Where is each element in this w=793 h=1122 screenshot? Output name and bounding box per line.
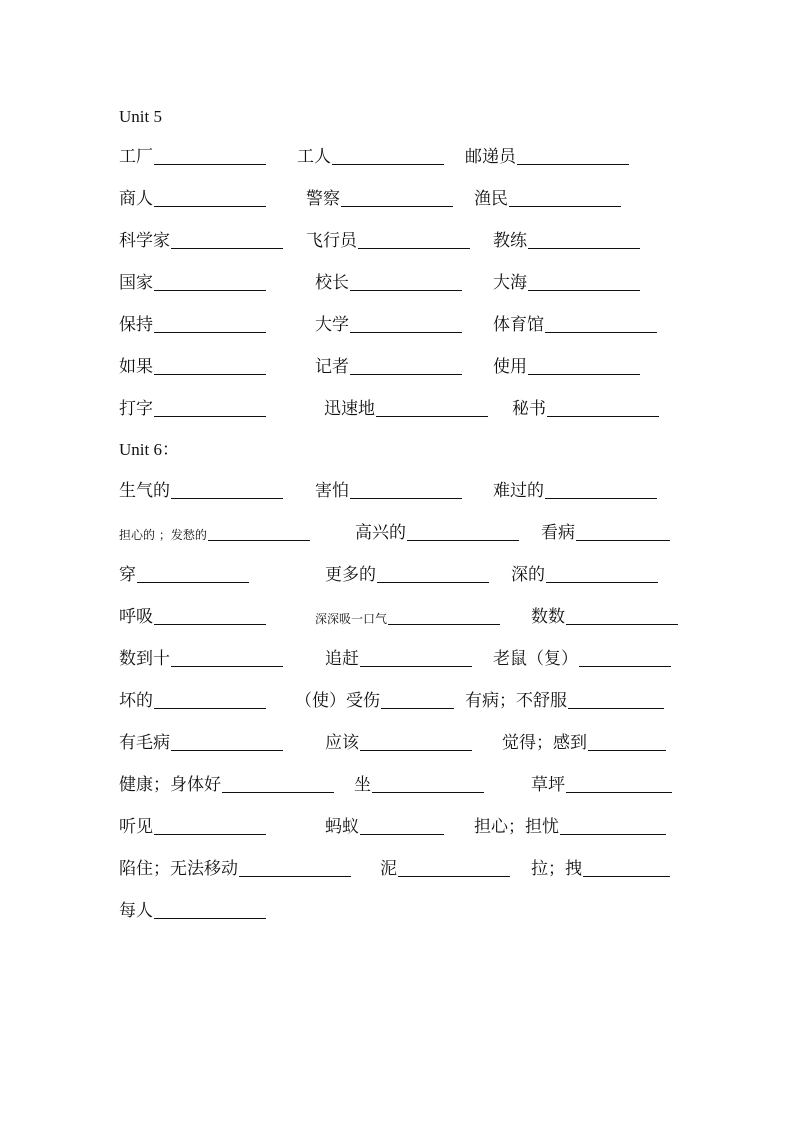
vocab-label: 保持 <box>119 315 153 335</box>
vocab-label: 深的 <box>511 565 545 585</box>
answer-blank[interactable] <box>137 564 249 583</box>
vocab-entry <box>380 855 510 879</box>
vocab-label: 坐 <box>354 775 371 795</box>
vocab-entry <box>325 645 472 669</box>
vocab-label: 数数 <box>531 607 565 627</box>
vocab-entry <box>493 477 657 501</box>
vocab-entry <box>465 143 629 167</box>
vocab-entry <box>493 269 640 293</box>
vocab-label: 呼吸 <box>119 607 153 627</box>
vocab-label: 警察 <box>306 189 340 209</box>
vocab-entry <box>474 185 621 209</box>
answer-blank[interactable] <box>350 314 462 333</box>
vocab-label: 科学家 <box>119 231 170 251</box>
vocab-label: 穿 <box>119 565 136 585</box>
vocab-entry <box>119 395 266 419</box>
vocab-label: 草坪 <box>531 775 565 795</box>
answer-blank[interactable] <box>332 146 444 165</box>
vocab-entry <box>315 353 462 377</box>
vocab-label: 追赶 <box>325 649 359 669</box>
answer-blank[interactable] <box>358 230 470 249</box>
vocab-label: 使用 <box>493 357 527 377</box>
vocab-entry <box>119 269 266 293</box>
vocab-label: 飞行员 <box>306 231 357 251</box>
vocab-entry <box>119 311 266 335</box>
answer-blank[interactable] <box>566 774 672 793</box>
answer-blank[interactable] <box>528 230 640 249</box>
vocab-entry <box>119 813 266 837</box>
vocab-entry <box>119 897 266 921</box>
vocab-entry <box>325 561 489 585</box>
vocab-label: 蚂蚁 <box>325 817 359 837</box>
vocab-label: 工人 <box>297 147 331 167</box>
answer-blank[interactable] <box>360 648 472 667</box>
answer-blank[interactable] <box>350 480 462 499</box>
vocab-label: 拉；拽 <box>531 859 582 879</box>
vocab-label: 担心；担忧 <box>474 817 559 837</box>
vocab-label: 深深吸一口气 <box>315 612 388 626</box>
vocab-label: 觉得；感到 <box>502 733 587 753</box>
vocab-entry <box>315 311 462 335</box>
vocab-entry <box>315 477 462 501</box>
vocab-label: 老鼠（复） <box>493 649 578 669</box>
vocab-entry <box>325 813 444 837</box>
vocab-label: 难过的 <box>493 481 544 501</box>
vocab-entry <box>502 729 666 753</box>
answer-blank[interactable] <box>546 564 658 583</box>
answer-blank[interactable] <box>509 188 621 207</box>
answer-blank[interactable] <box>528 356 640 375</box>
vocab-entry <box>531 771 672 795</box>
vocab-entry <box>465 687 664 711</box>
vocab-entry <box>119 561 249 585</box>
vocab-entry <box>306 227 470 251</box>
vocab-entry <box>325 729 472 753</box>
vocab-entry <box>119 143 266 167</box>
answer-blank[interactable] <box>528 272 640 291</box>
vocab-label: （使）受伤 <box>295 691 380 711</box>
vocab-entry <box>315 269 462 293</box>
vocab-entry <box>119 645 283 669</box>
answer-blank[interactable] <box>407 522 519 541</box>
vocab-entry <box>531 855 670 879</box>
vocab-entry <box>119 729 283 753</box>
vocab-label: 打字 <box>119 399 153 419</box>
vocab-label: 每人 <box>119 901 153 921</box>
answer-blank[interactable] <box>376 398 488 417</box>
vocab-entry <box>119 855 351 879</box>
vocab-label: 校长 <box>315 273 349 293</box>
vocab-entry <box>119 687 266 711</box>
answer-blank[interactable] <box>350 356 462 375</box>
vocab-label: 教练 <box>493 231 527 251</box>
answer-blank[interactable] <box>398 858 510 877</box>
vocab-label: 迅速地 <box>324 399 375 419</box>
answer-blank[interactable] <box>381 690 454 709</box>
vocab-entry <box>511 561 658 585</box>
answer-blank[interactable] <box>154 146 266 165</box>
vocab-label: 体育馆 <box>493 315 544 335</box>
answer-blank[interactable] <box>568 690 664 709</box>
vocab-label: 坏的 <box>119 691 153 711</box>
answer-blank[interactable] <box>360 816 444 835</box>
answer-blank[interactable] <box>154 356 266 375</box>
vocab-entry <box>119 185 266 209</box>
answer-blank[interactable] <box>360 732 472 751</box>
vocab-label: 高兴的 <box>355 523 406 543</box>
answer-blank[interactable] <box>547 398 659 417</box>
vocab-label: 如果 <box>119 357 153 377</box>
vocab-entry <box>315 603 500 627</box>
vocab-entry <box>119 603 266 627</box>
answer-blank[interactable] <box>222 774 334 793</box>
answer-blank[interactable] <box>171 230 283 249</box>
answer-blank[interactable] <box>239 858 351 877</box>
vocab-entry <box>474 813 666 837</box>
vocab-label: 泥 <box>380 859 397 879</box>
answer-blank[interactable] <box>154 690 266 709</box>
vocab-entry <box>306 185 453 209</box>
answer-blank[interactable] <box>517 146 629 165</box>
vocab-label: 渔民 <box>474 189 508 209</box>
vocab-entry <box>531 603 678 627</box>
answer-blank[interactable] <box>350 272 462 291</box>
vocab-label: 更多的 <box>325 565 376 585</box>
vocab-label: 商人 <box>119 189 153 209</box>
vocab-entry <box>512 395 659 419</box>
vocab-label: 听见 <box>119 817 153 837</box>
answer-blank[interactable] <box>171 648 283 667</box>
vocab-entry <box>297 143 444 167</box>
answer-blank[interactable] <box>154 398 266 417</box>
vocab-label: 生气的 <box>119 481 170 501</box>
vocab-entry <box>493 311 657 335</box>
vocab-label: 大海 <box>493 273 527 293</box>
answer-blank[interactable] <box>154 188 266 207</box>
vocab-label: 有毛病 <box>119 733 170 753</box>
answer-blank[interactable] <box>154 272 266 291</box>
vocab-label: 担心的 ；发愁的 <box>119 528 207 542</box>
vocab-entry <box>493 645 671 669</box>
answer-blank[interactable] <box>377 564 489 583</box>
vocab-entry <box>541 519 670 543</box>
vocab-label: 记者 <box>315 357 349 377</box>
vocab-label: 健康；身体好 <box>119 775 221 795</box>
answer-blank[interactable] <box>388 606 500 625</box>
answer-blank[interactable] <box>566 606 678 625</box>
answer-blank[interactable] <box>154 900 266 919</box>
answer-blank[interactable] <box>341 188 453 207</box>
vocab-label: 看病 <box>541 523 575 543</box>
vocab-label: 害怕 <box>315 481 349 501</box>
vocab-label: 大学 <box>315 315 349 335</box>
vocab-label: 陷住；无法移动 <box>119 859 238 879</box>
vocab-entry <box>119 477 283 501</box>
vocab-entry <box>355 519 519 543</box>
vocab-label: 有病；不舒服 <box>465 691 567 711</box>
vocab-entry <box>119 227 283 251</box>
vocab-entry <box>493 353 640 377</box>
vocab-label: 应该 <box>325 733 359 753</box>
vocab-label: 国家 <box>119 273 153 293</box>
answer-blank[interactable] <box>372 774 484 793</box>
answer-blank[interactable] <box>208 522 310 541</box>
vocab-entry <box>119 353 266 377</box>
vocab-label: 数到十 <box>119 649 170 669</box>
answer-blank[interactable] <box>579 648 671 667</box>
answer-blank[interactable] <box>588 732 666 751</box>
answer-blank[interactable] <box>545 314 657 333</box>
answer-blank[interactable] <box>154 314 266 333</box>
vocab-entry <box>119 519 310 543</box>
answer-blank[interactable] <box>171 732 283 751</box>
answer-blank[interactable] <box>154 816 266 835</box>
answer-blank[interactable] <box>545 480 657 499</box>
vocab-entry <box>295 687 454 711</box>
vocab-label: 邮递员 <box>465 147 516 167</box>
answer-blank[interactable] <box>560 816 666 835</box>
answer-blank[interactable] <box>576 522 670 541</box>
answer-blank[interactable] <box>171 480 283 499</box>
unit-5-heading: Unit 5 <box>119 107 162 126</box>
vocab-entry <box>354 771 484 795</box>
answer-blank[interactable] <box>154 606 266 625</box>
vocab-entry <box>493 227 640 251</box>
vocab-entry <box>324 395 488 419</box>
vocab-label: 工厂 <box>119 147 153 167</box>
answer-blank[interactable] <box>583 858 670 877</box>
vocab-entry <box>119 771 334 795</box>
unit-6-heading: Unit 6： <box>119 440 179 459</box>
vocab-label: 秘书 <box>512 399 546 419</box>
